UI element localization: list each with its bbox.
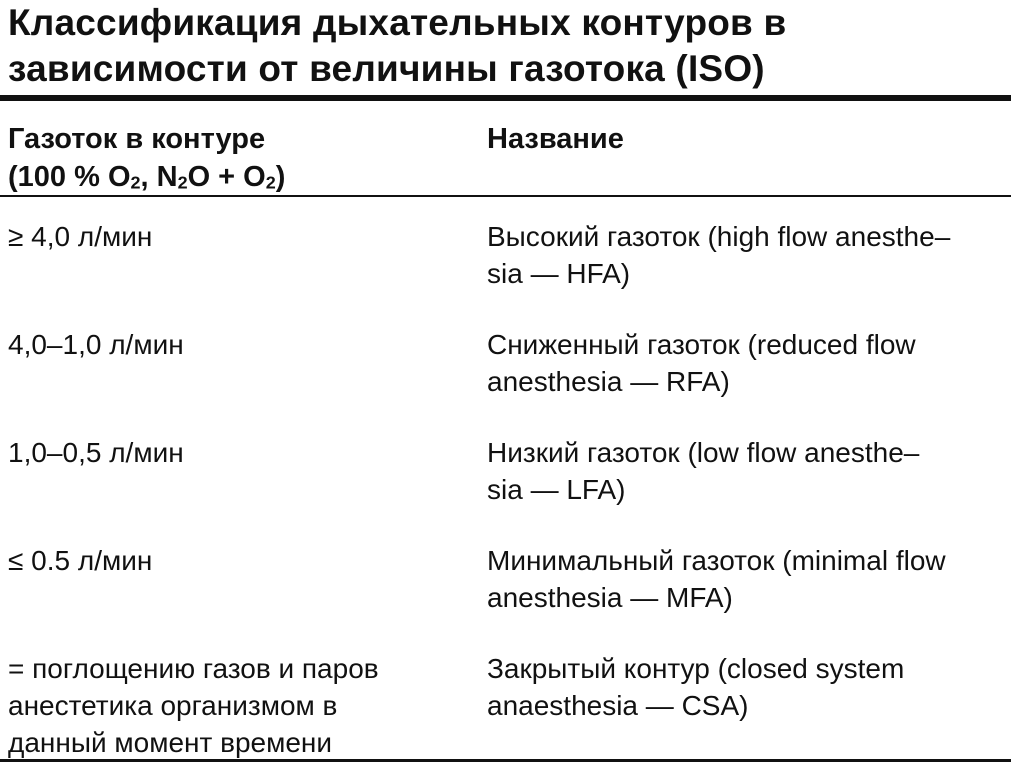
table-row-5-flow [8, 650, 478, 761]
subscript: 2 [130, 172, 141, 193]
flow-text: = поглощению газов и паров [8, 653, 379, 684]
column-header-name-label: Название [487, 123, 624, 155]
name-text: anesthesia — MFA) [487, 582, 733, 613]
column-header-gas-flow-line-1: Газоток в контуре [8, 123, 266, 155]
title-line-2: зависимости от величины газотока (ISO) [8, 48, 765, 89]
table-row-2-flow [8, 326, 478, 363]
header-text: ) [275, 161, 286, 193]
column-header-gas-flow-line-2 [8, 158, 468, 196]
header-text: O + O [187, 161, 266, 193]
flow-text: ≥ 4,0 л/мин [8, 221, 153, 252]
name-text: Сниженный газоток (reduced flow [487, 329, 916, 360]
column-header-name [487, 120, 987, 158]
table-row-3-name [487, 434, 1002, 508]
table-row-5-name [487, 650, 1002, 724]
name-text: Минимальный газоток (minimal flow [487, 545, 946, 576]
table-bottom-rule [0, 759, 1011, 762]
page-title [8, 0, 998, 92]
title-line-1: Классификация дыхательных контуров в [8, 2, 787, 43]
name-text: Закрытый контур (closed system [487, 653, 905, 684]
name-text: sia — HFA) [487, 258, 631, 289]
header-text: (100 % O [8, 161, 131, 193]
flow-text: ≤ 0.5 л/мин [8, 545, 153, 576]
table-row-4-name [487, 542, 1002, 616]
subscript: 2 [265, 172, 276, 193]
title-rule [0, 95, 1011, 101]
table-row-1-name [487, 218, 1002, 292]
table-row-3-flow [8, 434, 478, 471]
name-text: Высокий газоток (high flow anesthe– [487, 221, 951, 252]
header-text: , N [140, 161, 178, 193]
column-header-gas-flow [8, 120, 468, 196]
table-row-1-flow [8, 218, 478, 255]
flow-text: 4,0–1,0 л/мин [8, 329, 184, 360]
name-text: sia — LFA) [487, 474, 626, 505]
header-rule [0, 195, 1011, 197]
table-row-4-flow [8, 542, 478, 579]
name-text: anesthesia — RFA) [487, 366, 730, 397]
flow-text: анестетика организмом в [8, 690, 338, 721]
subscript: 2 [177, 172, 188, 193]
flow-text: 1,0–0,5 л/мин [8, 437, 184, 468]
name-text: anaesthesia — CSA) [487, 690, 749, 721]
table-row-2-name [487, 326, 1002, 400]
name-text: Низкий газоток (low flow anesthe– [487, 437, 920, 468]
flow-text: данный момент времени [8, 727, 333, 758]
